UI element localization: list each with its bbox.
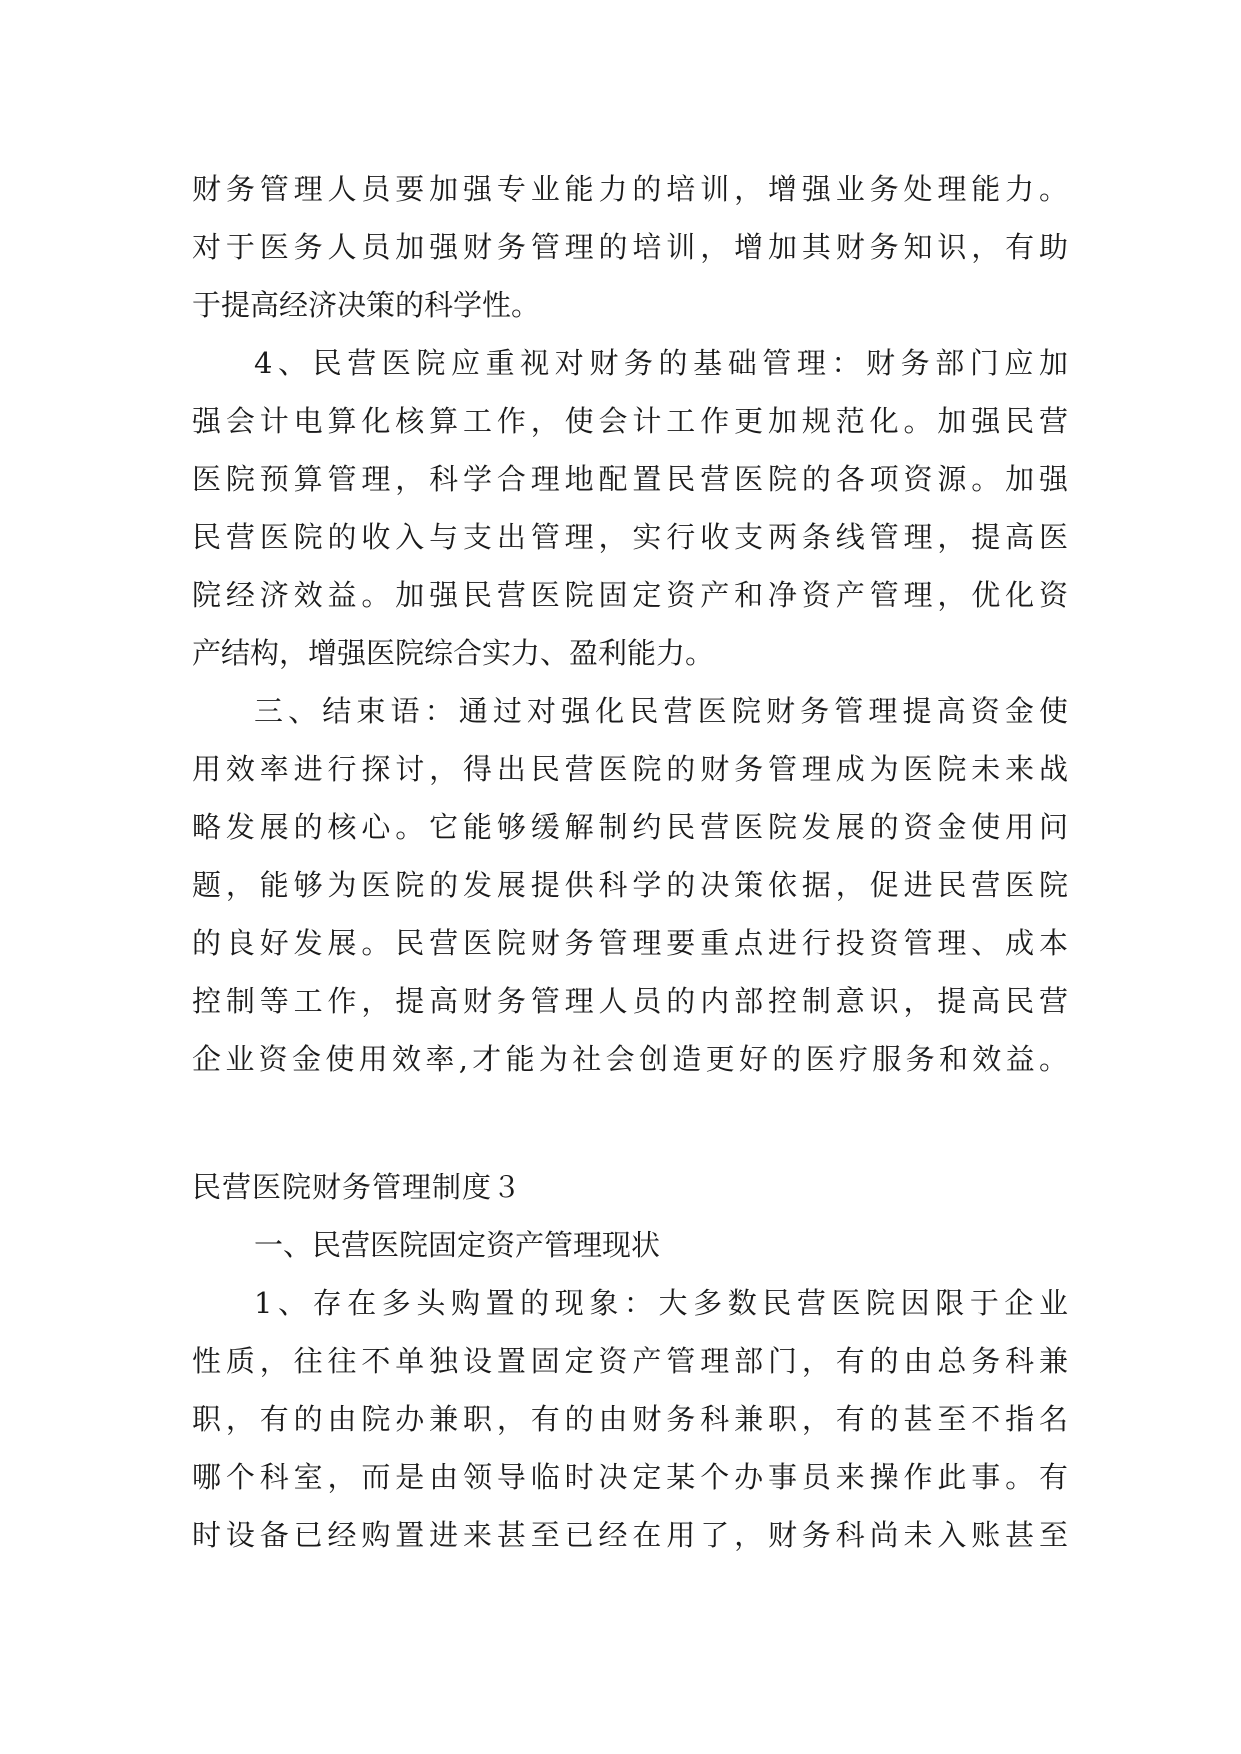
text-line: 时设备已经购置进来甚至已经在用了，财务科尚未入账甚至 [192,1518,1068,1552]
text-line: 对于医务人员加强财务管理的培训，增加其财务知识，有助 [192,230,1068,264]
text-line: 略发展的核心。它能够缓解制约民营医院发展的资金使用问 [192,810,1068,844]
text-line: 于提高经济决策的科学性。 [192,288,541,322]
text-line: 性质，往往不单独设置固定资产管理部门，有的由总务科兼 [192,1344,1068,1378]
text-line: 院经济效益。加强民营医院固定资产和净资产管理，优化资 [192,578,1068,612]
document-title: 民营医院财务管理制度３ [192,1170,523,1204]
text-line: 企业资金使用效率,才能为社会创造更好的医疗服务和效益。 [192,1042,1068,1076]
text-line: 民营医院的收入与支出管理，实行收支两条线管理，提高医 [192,520,1068,554]
text-line: 职，有的由院办兼职，有的由财务科兼职，有的甚至不指名 [192,1402,1068,1436]
text-line: 产结构，增强医院综合实力、盈利能力。 [192,636,715,670]
document-body [192,160,1068,1564]
text-line: 哪个科室，而是由领导临时决定某个办事员来操作此事。有 [192,1460,1068,1494]
text-line: 的良好发展。民营医院财务管理要重点进行投资管理、成本 [192,926,1068,960]
section-subheading: 一、民营医院固定资产管理现状 [254,1228,661,1262]
paragraph-fixed-assets [192,1274,1068,1564]
text-line: 医院预算管理，科学合理地配置民营医院的各项资源。加强 [192,462,1068,496]
paragraph-basic-management [192,334,1068,682]
text-line: 1、存在多头购置的现象：大多数民营医院因限于企业 [254,1286,1068,1320]
text-line: 控制等工作，提高财务管理人员的内部控制意识，提高民营 [192,984,1068,1018]
text-line: 财务管理人员要加强专业能力的培训，增强业务处理能力。 [192,172,1068,206]
text-line: 强会计电算化核算工作，使会计工作更加规范化。加强民营 [192,404,1068,438]
text-line: 题，能够为医院的发展提供科学的决策依据，促进民营医院 [192,868,1068,902]
text-line: 三、结束语：通过对强化民营医院财务管理提高资金使 [254,694,1068,728]
paragraph-conclusion [192,682,1068,1088]
text-line: 4、民营医院应重视对财务的基础管理：财务部门应加 [254,346,1068,380]
paragraph-training [192,160,1068,334]
text-line: 用效率进行探讨，得出民营医院的财务管理成为医院未来战 [192,752,1068,786]
section-spacer [192,1088,1068,1158]
